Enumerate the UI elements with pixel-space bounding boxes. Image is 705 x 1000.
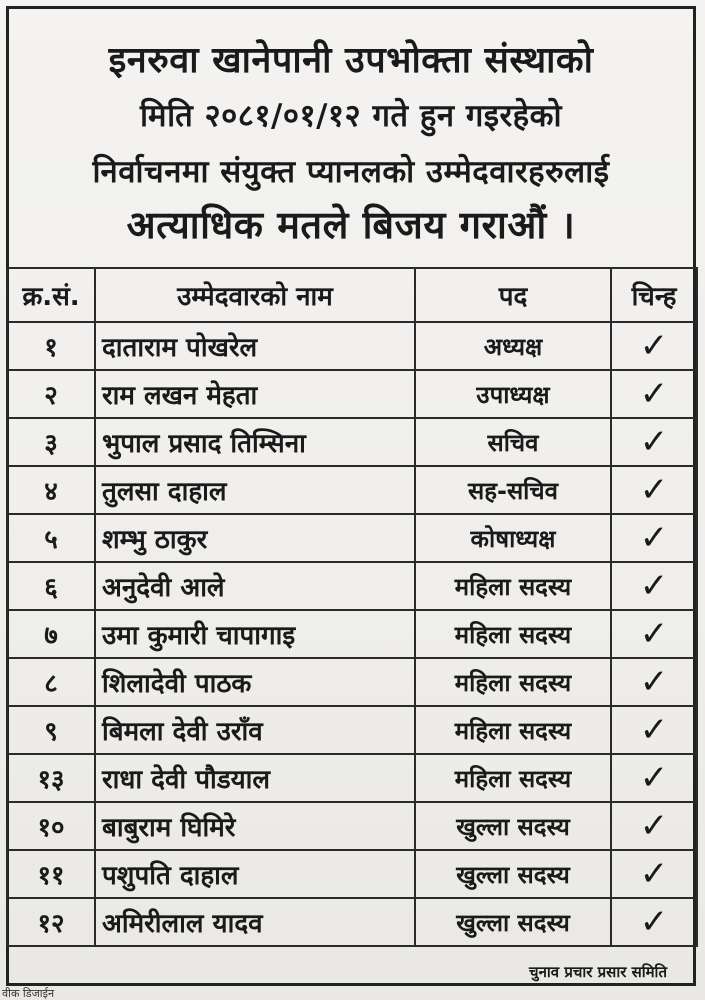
header-post: पद	[415, 268, 611, 322]
table-row	[7, 514, 697, 562]
row-post: महिला सदस्य	[415, 610, 611, 658]
header-appeal: अत्याधिक मतले बिजय गराऔं ।	[126, 203, 576, 247]
header-name: उम्मेदवारको नाम	[95, 268, 415, 322]
row-post: अध्यक्ष	[415, 322, 611, 370]
row-post: उपाध्यक्ष	[415, 370, 611, 418]
row-name: तुलसा दाहाल	[95, 466, 415, 514]
table-row	[7, 754, 697, 802]
header-symbol: चिन्ह	[611, 268, 697, 322]
row-post: खुल्ला सदस्य	[415, 802, 611, 850]
row-post: सह-सचिव	[415, 466, 611, 514]
table-row	[7, 562, 697, 610]
row-post: महिला सदस्य	[415, 562, 611, 610]
poster-header	[6, 6, 696, 256]
row-serial: १२	[7, 898, 95, 946]
header-panel-line: निर्वाचनमा संयुक्त प्यानलको उम्मेदवारहरुलाई	[92, 154, 610, 190]
check-mark-icon: ✓	[611, 610, 697, 658]
row-serial: १	[7, 322, 95, 370]
row-serial: ६	[7, 562, 95, 610]
check-mark-icon: ✓	[611, 658, 697, 706]
row-post: खुल्ला सदस्य	[415, 898, 611, 946]
row-name: राधा देवी पौडयाल	[95, 754, 415, 802]
row-name: उमा कुमारी चापागाइ	[95, 610, 415, 658]
check-mark-icon: ✓	[611, 418, 697, 466]
table-row	[7, 466, 697, 514]
row-name: राम लखन मेहता	[95, 370, 415, 418]
table-row	[7, 370, 697, 418]
designer-credit: वीक डिजाईन	[2, 987, 55, 1000]
check-mark-icon: ✓	[611, 706, 697, 754]
check-mark-icon: ✓	[611, 562, 697, 610]
check-mark-icon: ✓	[611, 754, 697, 802]
row-post: सचिव	[415, 418, 611, 466]
table-row	[7, 658, 697, 706]
row-name: शिलादेवी पाठक	[95, 658, 415, 706]
row-post: महिला सदस्य	[415, 706, 611, 754]
table-row	[7, 898, 697, 946]
row-serial: ९	[7, 706, 95, 754]
check-mark-icon: ✓	[611, 802, 697, 850]
poster-frame	[6, 6, 696, 986]
check-mark-icon: ✓	[611, 370, 697, 418]
header-date-line: मिति २०८१/०१/१२ गते हुन गइरहेको	[140, 98, 562, 134]
table-row	[7, 418, 697, 466]
row-serial: ४	[7, 466, 95, 514]
row-name: बिमला देवी उराँव	[95, 706, 415, 754]
row-name: अमिरीलाल यादव	[95, 898, 415, 946]
row-name: बाबुराम घिमिरे	[95, 802, 415, 850]
table-header-row	[7, 268, 697, 322]
row-post: कोषाध्यक्ष	[415, 514, 611, 562]
check-mark-icon: ✓	[611, 322, 697, 370]
row-serial: ७	[7, 610, 95, 658]
row-serial: ३	[7, 418, 95, 466]
table-row	[7, 850, 697, 898]
row-name: पशुपति दाहाल	[95, 850, 415, 898]
candidates-table	[6, 267, 698, 947]
check-mark-icon: ✓	[611, 850, 697, 898]
row-name: दाताराम पोखरेल	[95, 322, 415, 370]
row-serial: २	[7, 370, 95, 418]
header-serial: क्र.सं.	[7, 268, 95, 322]
row-name: अनुदेवी आले	[95, 562, 415, 610]
table-row	[7, 322, 697, 370]
check-mark-icon: ✓	[611, 466, 697, 514]
committee-credit: चुनाव प्रचार प्रसार समिति	[529, 963, 667, 981]
row-serial: ११	[7, 850, 95, 898]
table-row	[7, 706, 697, 754]
row-serial: ८	[7, 658, 95, 706]
row-serial: १०	[7, 802, 95, 850]
header-organization: इनरुवा खानेपानी उपभोक्ता संस्थाको	[108, 40, 594, 81]
row-serial: ५	[7, 514, 95, 562]
row-post: महिला सदस्य	[415, 658, 611, 706]
row-name: शम्भु ठाकुर	[95, 514, 415, 562]
check-mark-icon: ✓	[611, 514, 697, 562]
table-row	[7, 610, 697, 658]
row-name: भुपाल प्रसाद तिम्सिना	[95, 418, 415, 466]
row-post: महिला सदस्य	[415, 754, 611, 802]
check-mark-icon: ✓	[611, 898, 697, 946]
row-post: खुल्ला सदस्य	[415, 850, 611, 898]
row-serial: १३	[7, 754, 95, 802]
table-row	[7, 802, 697, 850]
